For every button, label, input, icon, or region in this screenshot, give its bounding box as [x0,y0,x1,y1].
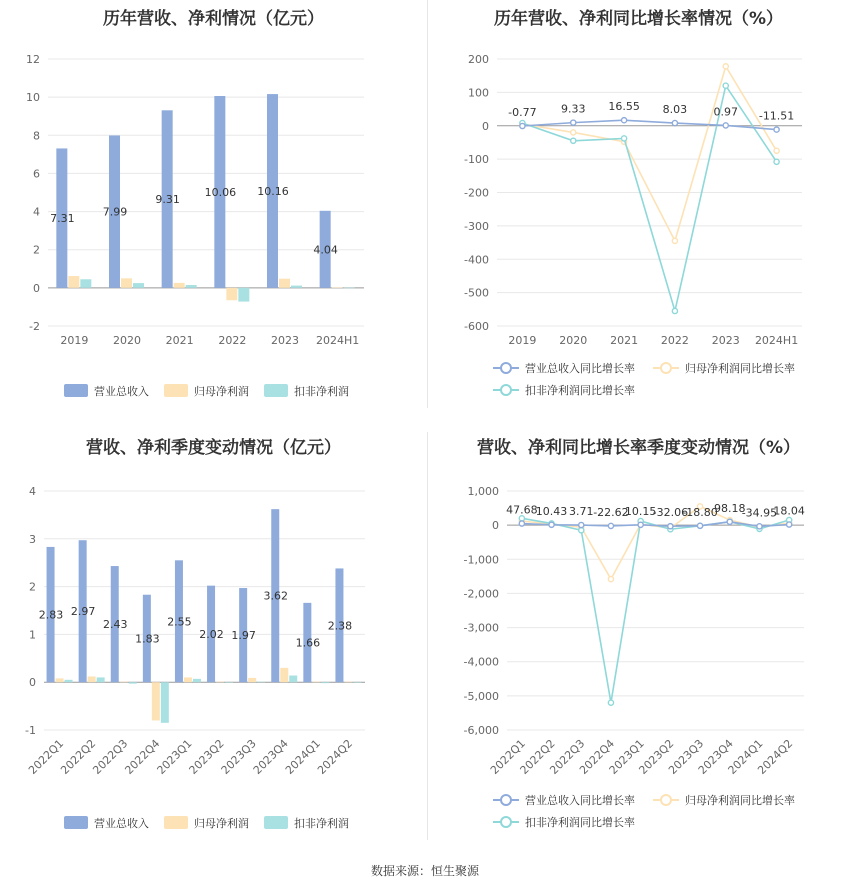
data-point [579,528,584,533]
bar [174,283,185,288]
legend-marker [661,363,671,373]
bar [344,682,352,683]
data-point [727,519,732,524]
data-label: -22.62 [593,505,629,519]
chart-title: 历年营收、净利同比增长率情况（%） [493,9,784,29]
y-tick-label: 0 [482,119,489,133]
legend-label: 归母净利润 [194,817,249,830]
x-tick-label: 2023Q2 [636,736,677,777]
data-point [621,118,626,123]
annual-revenue-profit-chart [0,0,427,420]
y-tick-label: 1,000 [467,485,499,498]
data-point [520,123,525,128]
data-point [549,522,554,527]
x-tick-label: 2024H1 [754,334,799,347]
bar [332,287,343,288]
data-label: 2.02 [199,627,224,641]
data-label: 2.38 [327,619,353,633]
data-label: -0.77 [508,106,537,120]
legend-label: 营业总收入 [94,385,149,398]
data-point [787,522,792,527]
legend-label: 归母净利润 [194,385,249,398]
y-tick-label: -300 [464,219,489,233]
quarterly-revenue-profit-panel [0,428,427,848]
y-tick-label: -2,000 [463,587,499,601]
data-label: -18.80 [682,505,718,519]
y-tick-label: 4 [33,205,40,219]
x-tick-label: 2022Q2 [517,736,558,777]
annual-growth-rate-chart [427,0,850,420]
bar [152,682,160,720]
x-tick-label: 2022Q1 [487,736,528,777]
bar [88,676,96,682]
y-tick-label: 6 [33,167,40,181]
y-tick-label: 3 [29,532,36,546]
y-tick-label: -400 [464,253,489,267]
y-tick-label: -1 [25,724,36,737]
data-label: 1.83 [135,632,160,646]
x-tick-label: 2023Q3 [218,736,259,777]
bar [121,278,132,288]
y-tick-label: 0 [33,281,40,295]
data-point [668,524,673,529]
y-tick-label: -4,000 [463,655,499,669]
data-point [608,700,613,705]
data-point [774,127,779,132]
x-tick-label: 2021 [165,334,194,347]
data-point [571,120,576,125]
data-point [571,138,576,143]
y-tick-label: 0 [29,676,36,690]
data-point [672,120,677,125]
bar [321,682,329,683]
legend-marker [661,795,671,805]
legend-label: 扣非净利润 [294,817,349,830]
y-tick-label: -500 [464,286,489,300]
data-label: 2.55 [167,615,192,629]
bar [312,682,320,683]
bar [193,679,201,682]
x-tick-label: 2023Q4 [695,736,736,777]
legend-label: 扣非净利润同比增长率 [525,816,635,829]
quarterly-growth-rate-panel [427,428,850,848]
data-label: 2.43 [103,618,128,632]
data-label: 9.31 [155,193,180,207]
data-label: 1.97 [231,629,256,643]
bar [291,286,302,288]
data-label: 8.03 [662,103,688,117]
bar [56,678,64,682]
x-tick-label: 2020 [559,334,588,347]
data-label: 3.62 [263,589,288,603]
x-tick-label: 2023 [711,334,740,347]
legend-swatch [264,816,288,829]
x-tick-label: 2022Q1 [26,736,67,777]
bar [65,680,73,682]
y-tick-label: -1,000 [463,553,499,567]
data-label: -34.95 [741,506,778,520]
x-tick-label: 2023Q3 [666,736,707,777]
legend-marker [501,385,511,395]
data-label: 7.31 [50,212,75,226]
bar [186,285,197,288]
y-tick-label: 2 [33,243,40,257]
bar [129,682,137,683]
chart-title: 历年营收、净利情况（亿元） [103,9,324,29]
x-tick-label: 2023Q1 [154,736,195,777]
bar [248,678,256,682]
legend-swatch [164,384,188,397]
x-tick-label: 2023Q1 [606,736,647,777]
data-label: 4.04 [313,243,338,257]
data-label: 2.97 [70,605,96,619]
x-tick-label: 2023 [271,334,299,347]
data-point [697,523,702,528]
legend-label: 营业总收入同比增长率 [525,362,635,375]
y-tick-label: 4 [29,485,36,498]
data-label: 98.18 [714,501,746,515]
y-tick-label: 12 [26,53,40,66]
series-line [522,518,789,702]
x-tick-label: 2022 [218,334,247,347]
legend-label: 扣非净利润同比增长率 [525,384,635,397]
x-tick-label: 2022Q2 [58,736,99,777]
data-source: 数据来源：恒生聚源 [370,864,479,878]
data-point [571,130,576,135]
bar [97,677,105,682]
legend-marker [501,817,511,827]
data-label: 16.55 [608,100,640,114]
data-point [519,521,524,526]
bar [353,682,361,683]
data-label: 3.71 [569,505,594,519]
bar [68,276,79,288]
x-tick-label: 2024Q1 [725,736,766,777]
bar [344,288,355,289]
legend-marker [501,363,511,373]
x-tick-label: 2019 [60,334,89,347]
panel-divider [427,432,428,840]
y-tick-label: 100 [468,86,489,100]
data-point [579,522,584,527]
y-tick-label: -2 [29,320,40,333]
x-tick-label: 2024Q1 [282,736,323,777]
quarterly-growth-rate-chart [427,428,850,848]
data-point [608,523,613,528]
data-point [723,83,728,88]
bar [80,279,91,288]
data-label: -32.06 [652,506,689,520]
legend-label: 营业总收入同比增长率 [525,794,635,807]
data-point [774,148,779,153]
legend-swatch [64,816,88,829]
y-tick-label: -5,000 [463,689,499,703]
x-tick-label: 2022 [660,334,689,347]
x-tick-label: 2022Q3 [547,736,588,777]
data-label: 10.15 [624,504,657,518]
bar [257,682,265,683]
data-point [608,576,613,581]
data-point [774,159,779,164]
y-tick-label: -200 [464,186,489,200]
bar [279,279,290,288]
data-label: 10.06 [204,185,237,199]
series-line [522,120,776,129]
bar [216,682,224,683]
data-point [638,522,643,527]
data-label: 0.97 [713,105,738,119]
x-tick-label: 2024H1 [316,334,360,347]
x-tick-label: 2022Q4 [122,736,163,777]
y-tick-label: 1 [29,628,36,642]
y-tick-label: 200 [468,53,489,66]
y-tick-label: -3,000 [463,621,499,635]
data-label: 2.83 [38,608,64,622]
bar [161,682,169,723]
bar [238,288,249,302]
data-point [757,524,762,529]
legend-label: 归母净利润同比增长率 [685,362,795,375]
legend-swatch [164,816,188,829]
y-tick-label: -6,000 [463,724,499,737]
x-tick-label: 2023Q4 [250,736,291,777]
x-tick-label: 2022Q3 [90,736,131,777]
y-tick-label: -100 [464,153,489,167]
bar [289,676,297,683]
bar [280,668,288,682]
y-tick-label: 0 [492,519,499,533]
x-tick-label: 2021 [610,334,639,347]
data-label: 10.43 [535,504,568,518]
bar [133,283,144,288]
legend-label: 营业总收入 [94,817,149,830]
y-tick-label: -600 [464,320,489,333]
data-label: 10.16 [257,184,289,198]
x-tick-label: 2024Q2 [315,736,356,777]
series-line [522,86,776,311]
data-point [723,123,728,128]
bar [226,288,237,300]
data-label: -11.51 [758,109,795,123]
data-label: 18.04 [773,504,805,518]
annual-growth-rate-panel [427,0,850,420]
legend-swatch [264,384,288,397]
panel-divider [427,0,428,408]
legend-label: 归母净利润同比增长率 [685,794,795,807]
chart-title: 营收、净利同比增长率季度变动情况（%） [476,438,801,458]
data-label: 1.66 [295,636,321,650]
data-point [672,238,677,243]
x-tick-label: 2023Q2 [186,736,227,777]
y-tick-label: 2 [29,580,36,594]
x-tick-label: 2024Q2 [755,736,796,777]
x-tick-label: 2020 [113,334,141,347]
data-label: 9.33 [561,102,586,116]
y-tick-label: 10 [26,91,40,105]
data-label: 7.99 [102,205,128,219]
data-point [672,308,677,313]
legend-label: 扣非净利润 [294,385,349,398]
x-tick-label: 2019 [508,334,537,347]
chart-title: 营收、净利季度变动情况（亿元） [86,438,341,458]
x-tick-label: 2022Q4 [577,736,618,777]
data-label: 47.68 [506,503,538,517]
legend-marker [501,795,511,805]
legend-swatch [64,384,88,397]
annual-revenue-profit-panel [0,0,427,420]
y-tick-label: 8 [33,129,40,143]
bar [225,682,233,683]
data-point [723,64,728,69]
quarterly-revenue-profit-chart [0,428,427,848]
bar [184,677,192,682]
data-point [621,136,626,141]
bar [120,682,128,683]
